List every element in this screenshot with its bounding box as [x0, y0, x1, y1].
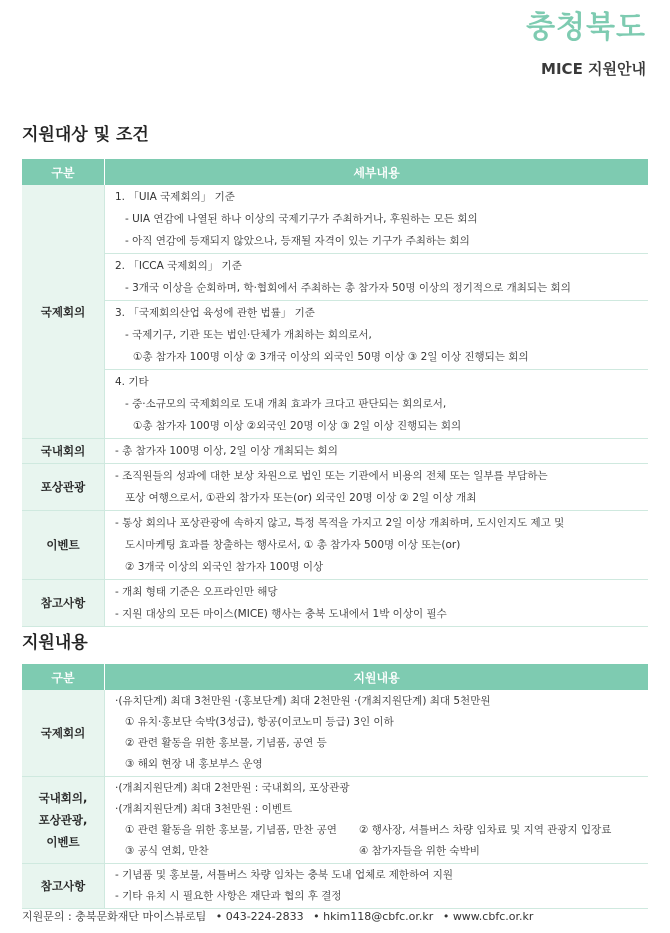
eligibility-table — [22, 159, 648, 627]
contact-footer — [22, 908, 539, 924]
list-item: 4. 기타 — [115, 376, 149, 388]
column-header-support: 지원내용 — [105, 664, 649, 690]
table-row — [22, 254, 648, 301]
list-item: 2. 「ICCA 국제회의」 기준 — [115, 260, 242, 272]
list-item: 1. 「UIA 국제회의」 기준 — [115, 191, 235, 203]
list-item: - 조직원들의 성과에 대한 보상 차원으로 법인 또는 기관에서 비용의 전체 또는 일부를 부담하는 — [115, 470, 548, 482]
content-cell — [105, 864, 649, 909]
list-item: - 국제기구, 기관 또는 법인·단체가 개최하는 회의로서, — [125, 329, 372, 341]
list-item: ① 유치·홍보단 숙박(3성급), 항공(이코노미 등급) 3인 이하 — [125, 716, 394, 728]
section-title-eligibility: 지원대상 및 조건 — [22, 125, 149, 145]
list-item: ①총 참가자 100명 이상 ②외국인 20명 이상 ③ 2일 이상 진행되는 회의 — [133, 420, 462, 432]
list-item: - 총 참가자 100명 이상, 2일 이상 개최되는 회의 — [115, 445, 338, 457]
category-cell: 포상관광 — [22, 464, 105, 511]
content-cell — [105, 185, 649, 254]
content-cell — [105, 511, 649, 580]
content-cell — [105, 439, 649, 464]
category-cell: 참고사항 — [22, 864, 105, 909]
category-line: 국내회의, — [38, 791, 88, 805]
list-item — [115, 820, 638, 841]
table-row — [22, 185, 648, 254]
category-line: 이벤트 — [46, 835, 80, 849]
phone-number: • 043-224-2833 — [215, 910, 304, 923]
email-link[interactable]: • hkim118@cbfc.or.kr — [313, 910, 434, 923]
table-row — [22, 864, 648, 909]
list-item: - 중·소규모의 국제회의로 도내 개최 효과가 크다고 판단되는 회의로서, — [125, 398, 447, 410]
list-item: - 개최 형태 기준은 오프라인만 해당 — [115, 586, 278, 598]
support-table — [22, 664, 648, 909]
content-cell — [105, 370, 649, 439]
benefit-item: ② 행사장, 셔틀버스 차량 임차료 및 지역 관광지 입장료 — [359, 824, 612, 836]
inquiry-label: 지원문의 : 충북문화재단 마이스뷰로팀 — [22, 910, 207, 923]
table-row — [22, 464, 648, 511]
list-item: ② 3개국 이상의 외국인 참가자 100명 이상 — [125, 561, 324, 573]
content-cell — [105, 690, 649, 777]
list-item: ·(개최지원단계) 최대 3천만원 : 이벤트 — [115, 803, 293, 815]
category-cell: 참고사항 — [22, 580, 105, 627]
table-row — [22, 777, 648, 864]
content-cell — [105, 254, 649, 301]
column-header-detail: 세부내용 — [105, 159, 649, 185]
benefit-item: ③ 공식 연회, 만찬 — [125, 845, 209, 857]
list-item: - 3개국 이상을 순회하며, 학·협회에서 주최하는 총 참가자 50명 이상의 정기적으로 개최되는 회의 — [125, 282, 571, 294]
list-item: ③ 해외 현장 내 홍보부스 운영 — [125, 758, 263, 770]
list-item — [115, 841, 638, 862]
category-line: 포상관광, — [38, 813, 88, 827]
column-header-category: 구분 — [22, 664, 105, 690]
content-cell — [105, 464, 649, 511]
list-item: - 지원 대상의 모든 마이스(MICE) 행사는 충북 도내에서 1박 이상이 필수 — [115, 608, 447, 620]
page-subtitle: MICE 지원안내 — [541, 60, 646, 78]
section-title-support: 지원내용 — [22, 633, 88, 653]
list-item: 도시마케팅 효과를 창출하는 행사로서, ① 총 참가자 500명 이상 또는(or) — [125, 539, 461, 551]
list-item: - 통상 회의나 포상관광에 속하지 않고, 특정 목적을 가지고 2일 이상 개최하며, 도시인지도 제고 및 — [115, 517, 565, 529]
list-item: ①총 참가자 100명 이상 ② 3개국 이상의 외국인 50명 이상 ③ 2일 이상 진행되는 회의 — [133, 351, 529, 363]
category-cell: 국제회의 — [22, 185, 105, 439]
table-row — [22, 580, 648, 627]
list-item: - 기념품 및 홍보물, 셔틀버스 차량 임차는 충북 도내 업체로 제한하여 지원 — [115, 869, 453, 881]
brand-title: 충청북도 — [526, 10, 646, 45]
table-header-row — [22, 664, 648, 690]
table-row — [22, 370, 648, 439]
content-cell — [105, 580, 649, 627]
website-link[interactable]: • www.cbfc.or.kr — [442, 910, 534, 923]
list-item: ·(유치단계) 최대 3천만원 ·(홍보단계) 최대 2천만원 ·(개최지원단계) 최대 5천만원 — [115, 695, 491, 707]
table-row — [22, 511, 648, 580]
list-item: ② 관련 활동을 위한 홍보물, 기념품, 공연 등 — [125, 737, 327, 749]
benefit-item: ① 관련 활동을 위한 홍보물, 기념품, 만찬 공연 — [125, 824, 337, 836]
table-header-row — [22, 159, 648, 185]
category-cell: 이벤트 — [22, 511, 105, 580]
content-cell — [105, 301, 649, 370]
category-cell — [22, 777, 105, 864]
list-item: - 기타 유치 시 필요한 사항은 재단과 협의 후 결정 — [115, 890, 342, 902]
list-item: 3. 「국제회의산업 육성에 관한 법률」 기준 — [115, 307, 315, 319]
table-row — [22, 301, 648, 370]
table-row — [22, 690, 648, 777]
list-item: - 아직 연감에 등재되지 않았으나, 등재될 자격이 있는 기구가 주최하는 회의 — [125, 235, 470, 247]
category-cell: 국제회의 — [22, 690, 105, 777]
list-item: - UIA 연감에 나열된 하나 이상의 국제기구가 주최하거나, 후원하는 모든 회의 — [125, 213, 478, 225]
table-row — [22, 439, 648, 464]
column-header-category: 구분 — [22, 159, 105, 185]
benefit-item: ④ 참가자들을 위한 숙박비 — [359, 845, 480, 857]
category-cell: 국내회의 — [22, 439, 105, 464]
list-item: 포상 여행으로서, ①관외 참가자 또는(or) 외국인 20명 이상 ② 2일 이상 개최 — [125, 492, 477, 504]
content-cell — [105, 777, 649, 864]
list-item: ·(개최지원단계) 최대 2천만원 : 국내회의, 포상관광 — [115, 782, 350, 794]
